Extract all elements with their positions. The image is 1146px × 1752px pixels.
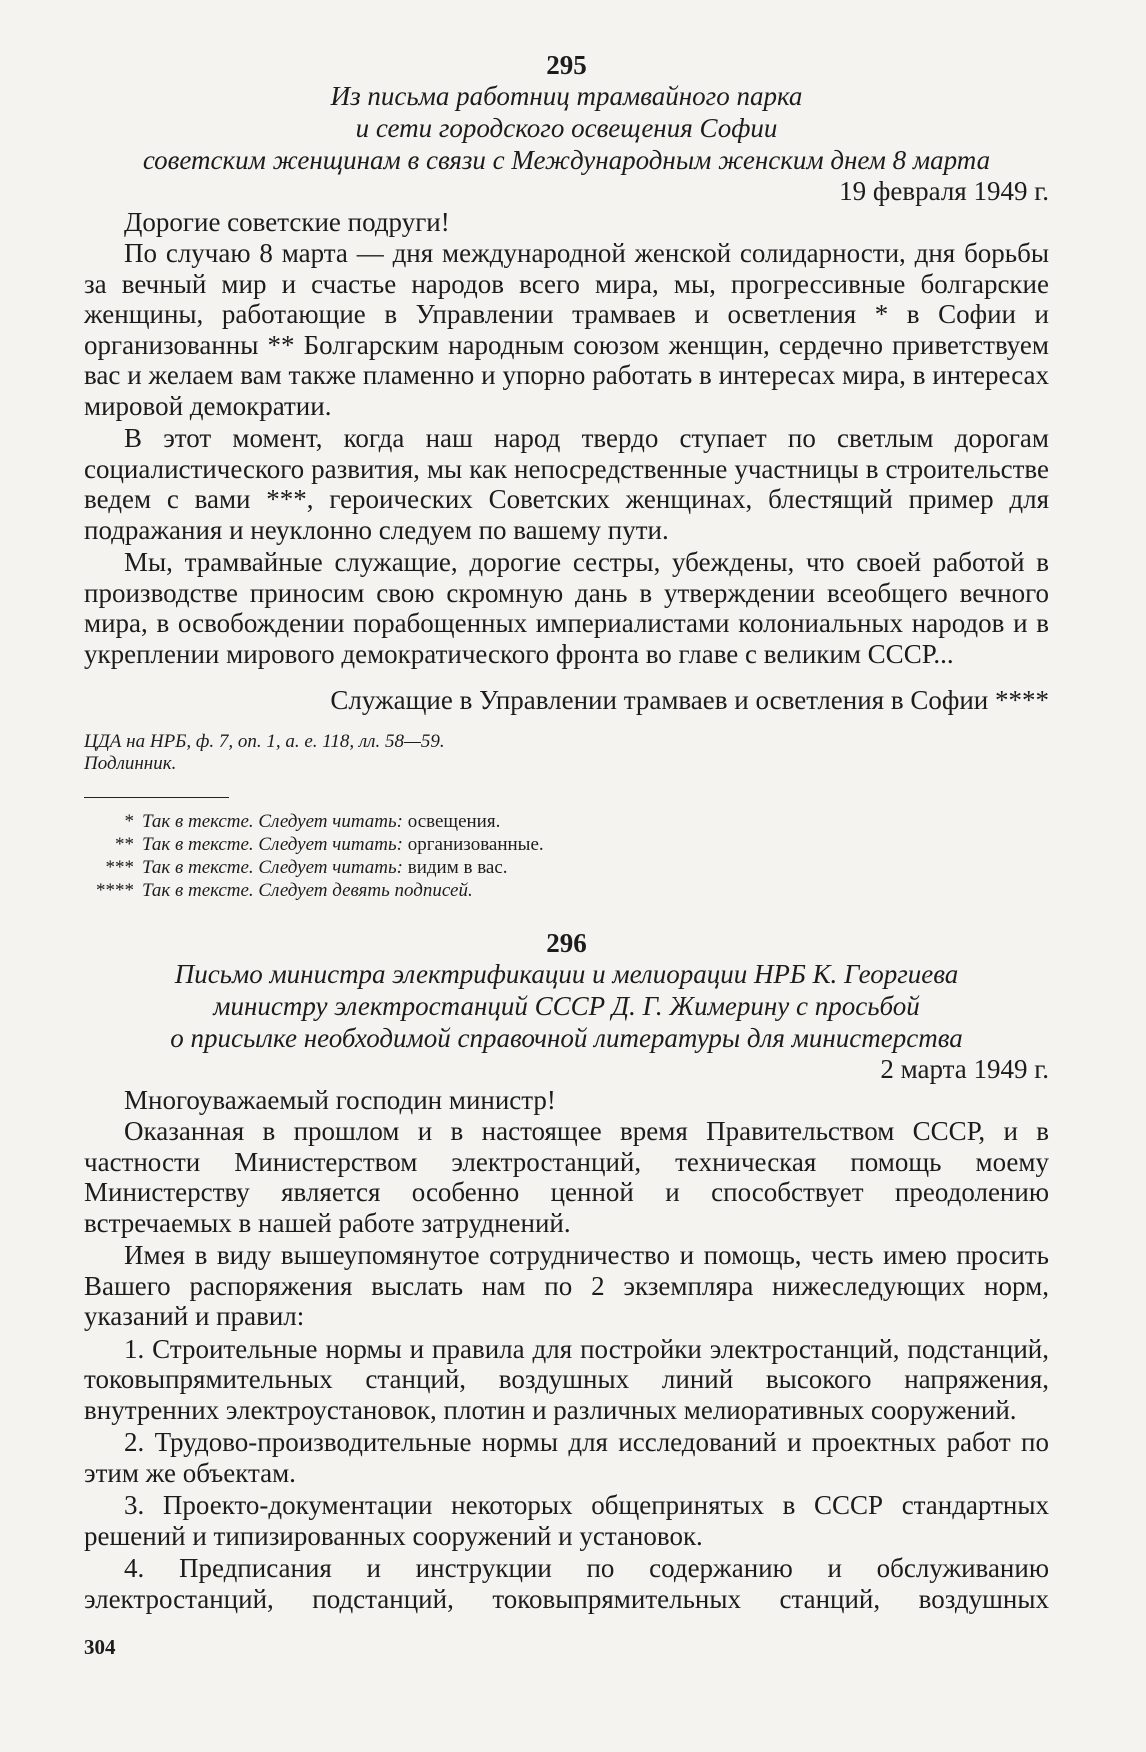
salutation: Дорогие советские подруги! xyxy=(124,207,450,237)
body-paragraph: Оказанная в прошлом и в настоящее время Правительством СССР, и в частности Министерством электростанций, техническая помощь моему Министерству является особенно ценной и способствует преодолению встречаемых в нашей работе затруднений. xyxy=(84,1116,1049,1238)
body-paragraph: Имея в виду вышеупомянутое сотрудничество и помощь, честь имею просить Вашего распоряжения выслать нам по 2 экземпляра нижеследующих норм, указаний и правил: xyxy=(84,1240,1049,1331)
footnote-mark: ** xyxy=(115,834,134,855)
list-item: 4. Предписания и инструкции по содержанию и обслуживанию электростанций, подстанций, токовыпрямительных станций, воздушных xyxy=(84,1553,1049,1614)
footnote-mark: *** xyxy=(105,857,134,878)
list-item: 3. Проекто-документации некоторых общепринятых в СССР стандартных решений и типизированных сооружений и установок. xyxy=(84,1490,1049,1551)
document-title-line: Из письма работниц трамвайного парка xyxy=(330,81,803,111)
list-item: 1. Строительные нормы и правила для постройки электростанций, подстанций, токовыпрямительных станций, воздушных линий высокого напряжения, внутренних электроустановок, плотин и различных мелиоративных сооружений. xyxy=(84,1333,1049,1425)
footnote-mark: **** xyxy=(96,880,134,901)
document-295 xyxy=(84,50,1049,902)
document-title-line: и сети городского освещения Софии xyxy=(355,113,778,143)
body-paragraph: По случаю 8 марта — дня международной женской солидарности, дня борьбы за вечный мир и счастье народов всего мира, мы, прогрессивные болгарские женщины, работающие в Управлении трамваев и осветления * в Софии и организованны ** Болгарским народным союзом женщин, сердечно приветствуем вас и желаем вам также пламенно и упорно работать в интересах мира, в интересах мировой демократии. xyxy=(84,238,1049,421)
footnote-text: видим в вас. xyxy=(407,857,508,878)
footnote-label: Так в тексте. Следует девять подписей. xyxy=(142,880,473,901)
footnote xyxy=(84,833,1049,856)
footnote-text: освещения. xyxy=(407,811,501,832)
document-page xyxy=(84,50,1049,1616)
document-number: 296 xyxy=(546,928,587,958)
footnote xyxy=(84,879,1049,902)
document-title-line: о присылке необходимой справочной литературы для министерства xyxy=(170,1023,963,1053)
footnote-label: Так в тексте. Следует читать: xyxy=(142,834,403,855)
signature: Служащие в Управлении трамваев и осветления в Софии **** xyxy=(330,685,1049,715)
document-title-line: Письмо министра электрификации и мелиорации НРБ К. Георгиева xyxy=(174,959,959,989)
archive-reference: ЦДА на НРБ, ф. 7, оп. 1, а. е. 118, лл. 58—59. xyxy=(84,731,445,752)
salutation: Многоуважаемый господин министр! xyxy=(124,1085,556,1115)
document-date: 19 февраля 1949 г. xyxy=(839,176,1049,206)
document-date: 2 марта 1949 г. xyxy=(880,1054,1049,1084)
footnote xyxy=(84,810,1049,833)
footnote-label: Так в тексте. Следует читать: xyxy=(142,811,403,832)
page-number: 304 xyxy=(84,1635,116,1659)
document-number: 295 xyxy=(546,50,587,80)
footnote-label: Так в тексте. Следует читать: xyxy=(142,857,403,878)
footnote-separator xyxy=(84,797,229,798)
document-title-line: советским женщинам в связи с Международным женским днем 8 марта xyxy=(142,145,991,175)
document-title-line: министру электростанций СССР Д. Г. Жимерину с просьбой xyxy=(213,991,920,1021)
footnote-text: организованные. xyxy=(407,834,544,855)
archive-note: Подлинник. xyxy=(84,753,177,774)
footnote-mark: * xyxy=(124,811,134,832)
body-paragraph: В этот момент, когда наш народ твердо ступает по светлым дорогам социалистического развития, мы как непосредственные участницы в строительстве ведем с вами ***, героических Советских женщинах, блестящий пример для подражания и неуклонно следуем по вашему пути. xyxy=(84,423,1049,545)
footnote xyxy=(84,856,1049,879)
document-296 xyxy=(84,928,1049,1614)
body-paragraph: Мы, трамвайные служащие, дорогие сестры, убеждены, что своей работой в производстве приносим свою скромную дань в утверждении всеобщего вечного мира, в освобождении порабощенных империалистами колониальных народов и в укреплении мирового демократического фронта во главе с великим СССР... xyxy=(84,547,1049,669)
list-item: 2. Трудово-производительные нормы для исследований и проектных работ по этим же объектам. xyxy=(84,1427,1049,1488)
